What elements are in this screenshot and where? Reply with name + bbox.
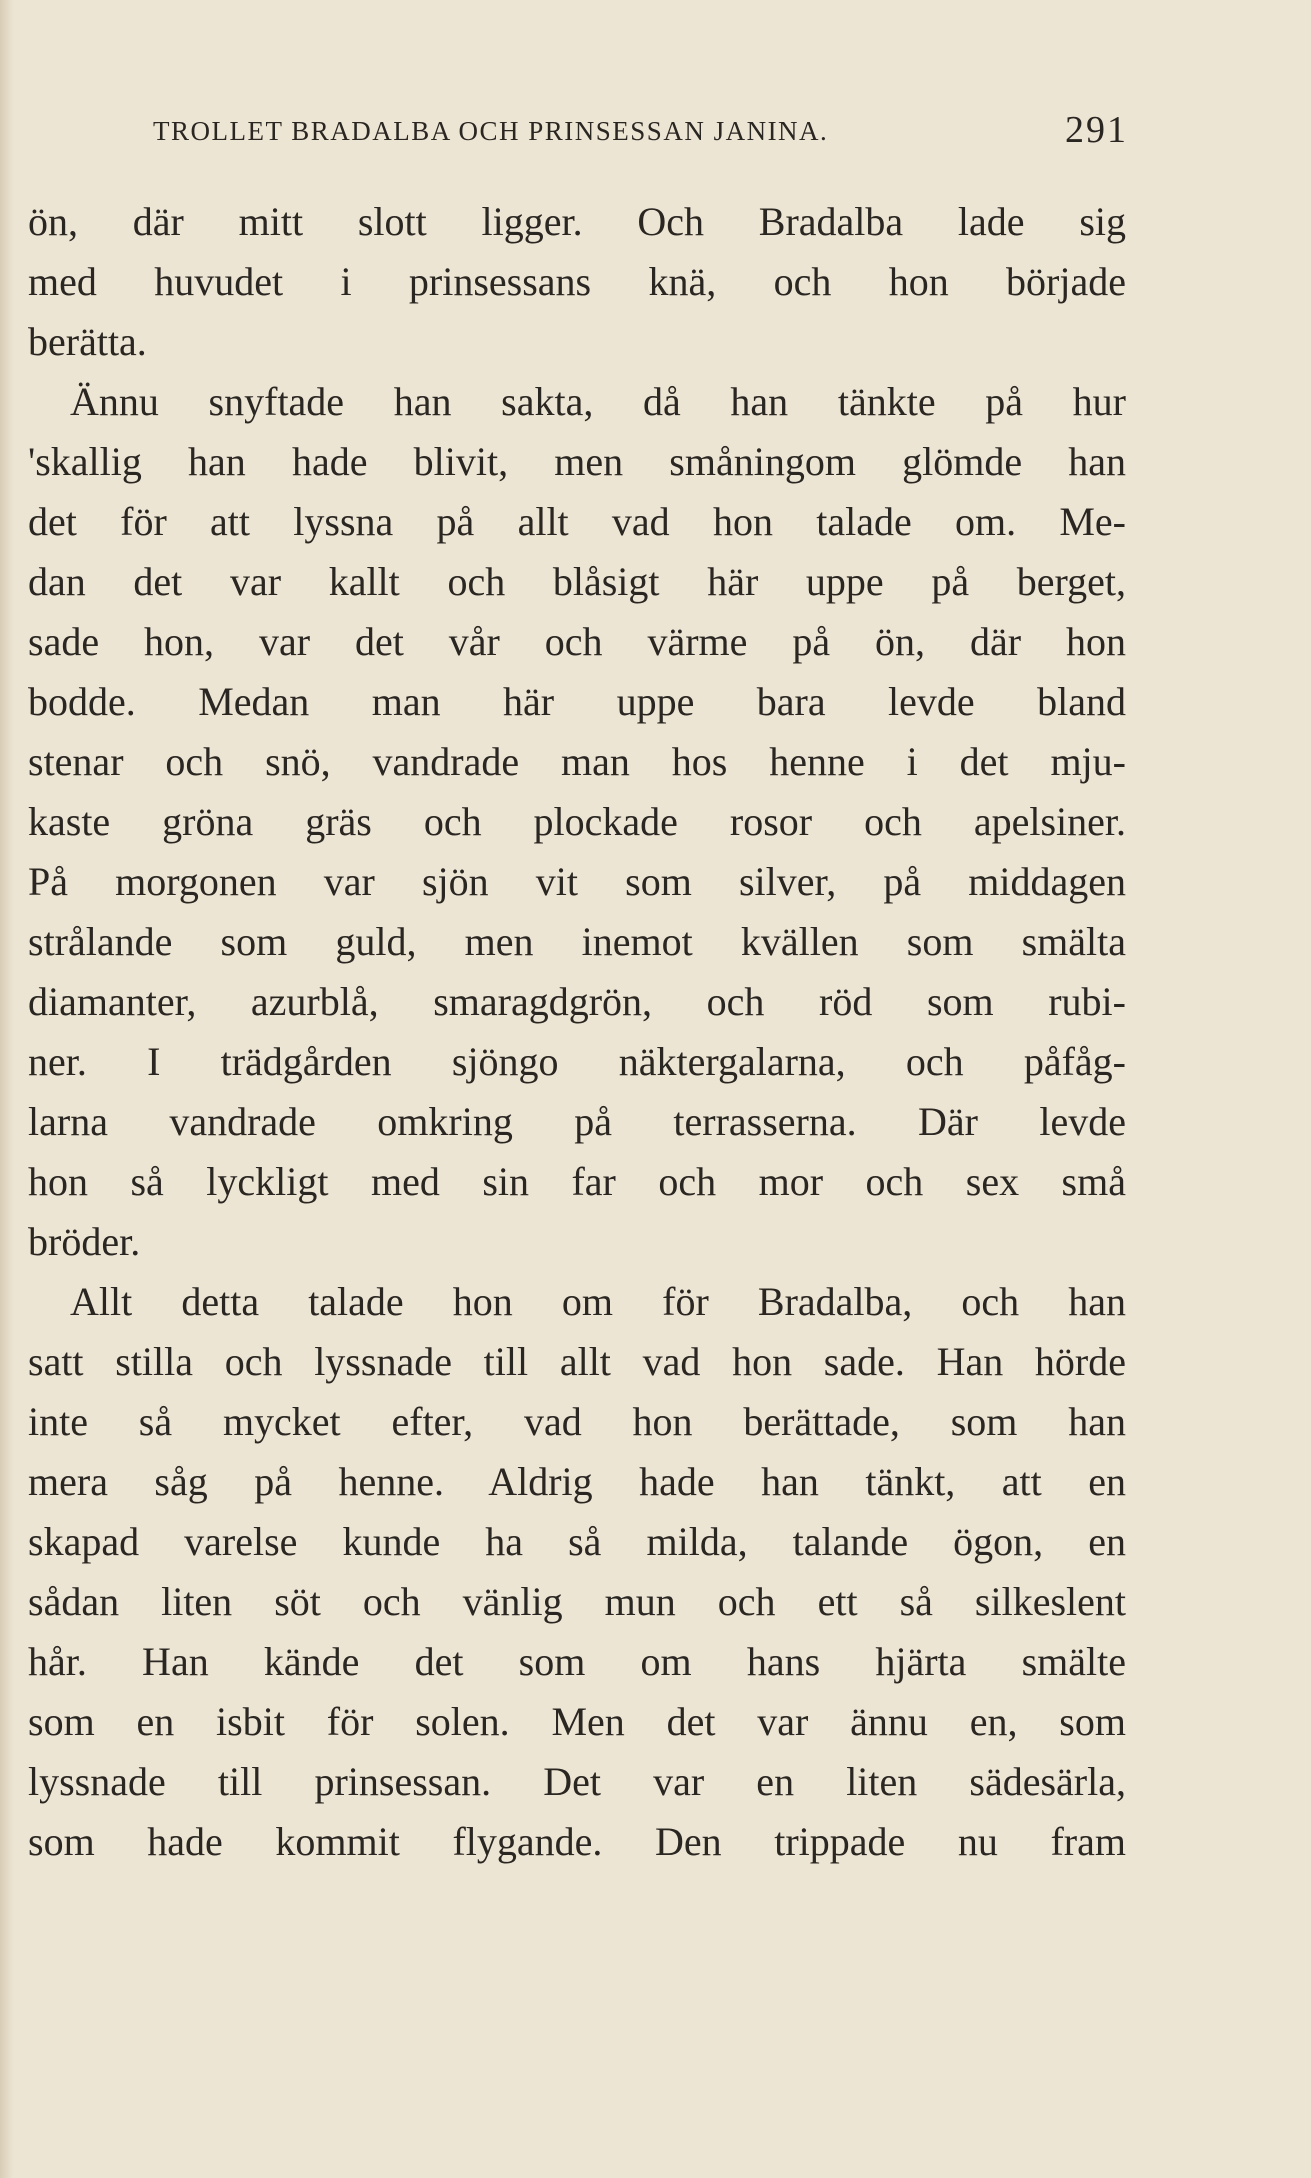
text-line: ön, där mitt slott ligger. Och Bradalba lade sig: [28, 199, 1126, 244]
text-line: sådan liten söt och vänlig mun och ett så silkeslent: [28, 1579, 1126, 1624]
running-head: [28, 108, 1126, 152]
text-line: inte så mycket efter, vad hon berättade, som han: [28, 1399, 1126, 1444]
text-line: Allt detta talade hon om för Bradalba, och han: [70, 1279, 1126, 1324]
text-line: som hade kommit flygande. Den trippade nu fram: [28, 1819, 1126, 1864]
paragraph-1: [28, 192, 1126, 372]
text-line: med huvudet i prinsessans knä, och hon började: [28, 259, 1126, 304]
text-line: strålande som guld, men inemot kvällen som smälta: [28, 919, 1126, 964]
text-line: På morgonen var sjön vit som silver, på middagen: [28, 859, 1126, 904]
text-line: Ännu snyftade han sakta, då han tänkte på hur: [70, 379, 1126, 424]
text-line: satt stilla och lyssnade till allt vad hon sade. Han hörde: [28, 1339, 1126, 1384]
page-edge-shadow: [0, 0, 14, 2178]
text-line: ner. I trädgården sjöngo näktergalarna, och påfåg-: [28, 1039, 1126, 1084]
text-line: dan det var kallt och blåsigt här uppe på berget,: [28, 559, 1126, 604]
text-line: hon så lyckligt med sin far och mor och sex små: [28, 1159, 1126, 1204]
page-number: 291: [1065, 109, 1128, 151]
text-line: kaste gröna gräs och plockade rosor och apelsiner.: [28, 799, 1126, 844]
text-line: lyssnade till prinsessan. Det var en liten sädesärla,: [28, 1759, 1126, 1804]
text-line: sade hon, var det vår och värme på ön, där hon: [28, 619, 1126, 664]
text-line: bröder.: [28, 1219, 141, 1264]
paragraph-3: [28, 1272, 1126, 1872]
running-title: TROLLET BRADALBA OCH PRINSESSAN JANINA.: [153, 116, 829, 146]
text-line: som en isbit för solen. Men det var ännu en, som: [28, 1699, 1126, 1744]
paragraph-2: [28, 372, 1126, 1272]
body-text: [28, 192, 1126, 1872]
text-line: larna vandrade omkring på terrasserna. Där levde: [28, 1099, 1126, 1144]
book-page: [28, 108, 1126, 1872]
text-line: skapad varelse kunde ha så milda, talande ögon, en: [28, 1519, 1126, 1564]
text-line: berätta.: [28, 319, 147, 364]
text-line: bodde. Medan man här uppe bara levde bland: [28, 679, 1126, 724]
text-line: 'skallig han hade blivit, men småningom glömde han: [28, 439, 1126, 484]
text-line: mera såg på henne. Aldrig hade han tänkt, att en: [28, 1459, 1126, 1504]
text-line: det för att lyssna på allt vad hon talade om. Me-: [28, 499, 1126, 544]
text-line: hår. Han kände det som om hans hjärta smälte: [28, 1639, 1126, 1684]
text-line: diamanter, azurblå, smaragdgrön, och röd som rubi-: [28, 979, 1126, 1024]
text-line: stenar och snö, vandrade man hos henne i det mju-: [28, 739, 1126, 784]
